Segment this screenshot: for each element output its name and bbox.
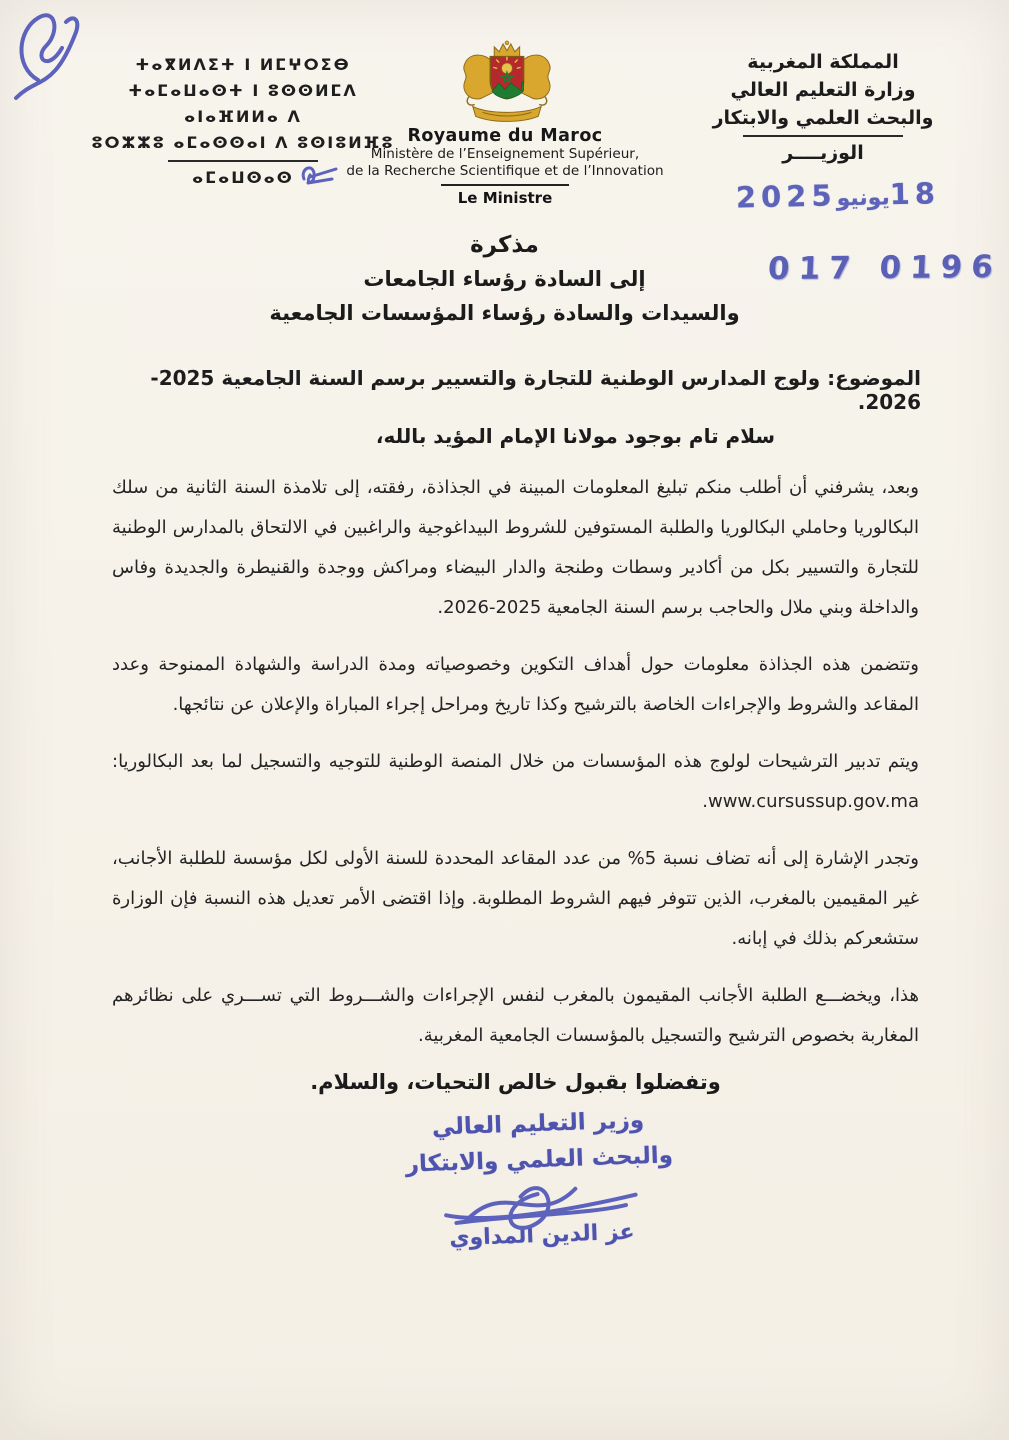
french-ministry-line2: de la Recherche Scientifique et de l’Innovation xyxy=(346,163,664,179)
date-received-stamp xyxy=(735,176,941,215)
closing-salutation: وتفضلوا بقبول خالص التحيات، والسلام. xyxy=(310,1070,721,1094)
paragraph-1: وبعد، يشرفني أن أطلب منكم تبليغ المعلومات المبينة في الجذاذة، رفقته، إلى تلامذة السنة الثانية من سلك البكالوريا وحاملي البكالوريا والطلبة المستوفين للشروط البيداغوجية والراغبين في الالتحاق بالمدارس الوطنية للتجارة والتسيير بكل من أكادير وسطات وطنجة والدار البيضاء ومراكش ووجدة والقنيطرة والجديدة وفاس والداخلة وبني ملال والحاجب برسم السنة الجامعية 2025-2026. xyxy=(112,477,919,618)
arabic-header xyxy=(683,48,963,167)
french-minister: Le Ministre xyxy=(457,189,553,207)
subject-label: الموضوع: xyxy=(827,366,921,390)
tifinagh-ministry-line2: ⵓⵔⵣⵣⵓ ⴰⵎⴰⵙⵙⴰⵏ ⴷ ⵓⵙⵏⵓⵍⴼⵓ xyxy=(91,133,395,152)
french-separator xyxy=(441,184,569,186)
arabic-ministry-line1: وزارة التعليم العالي xyxy=(730,79,916,101)
tifinagh-minister: ⴰⵎⴰⵡⵙⴰⵙ xyxy=(192,168,294,187)
paragraph-4: وتجدر الإشارة إلى أنه تضاف نسبة 5% من عدد المقاعد المحددة للسنة الأولى لكل مؤسسة للطلبة الأجانب، غير المقيمين بالمغرب، الذين تتوفر فيهم الشروط المطلوبة. وإذا اقتضى الأمر تعديل هذه النسبة فإن الوزارة ستشعركم بذلك في إبانه. xyxy=(112,848,920,949)
stamp-day: 18 xyxy=(889,176,941,212)
french-ministry-line1: Ministère de l’Enseignement Supérieur, xyxy=(370,146,640,162)
memo-body xyxy=(112,468,919,1073)
arabic-minister: الوزيــــر xyxy=(782,142,864,164)
addressee-line1: إلى السادة رؤساء الجامعات xyxy=(363,267,646,291)
paragraph-5: هذا، ويخضـــع الطلبة الأجانب المقيمون بالمغرب لنفس الإجراءات والشـــروط التي تســـري على نظائرهم المغاربة بخصوص الترشيح والتسجيل بالمؤسسات الجامعية المغربية. xyxy=(112,985,919,1046)
morocco-coat-of-arms-icon xyxy=(438,40,572,128)
stamp-month: يونيو xyxy=(836,185,890,212)
tifinagh-ministry-line1: ⵜⴰⵎⴰⵡⴰⵙⵜ ⵏ ⵓⵙⵙⵍⵎⴷ ⴰⵏⴰⴼⵍⵍⴰ ⴷ xyxy=(128,81,358,126)
signature-title-line1: وزير التعليم العالي xyxy=(431,1107,645,1141)
arabic-country: المملكة المغربية xyxy=(747,51,899,73)
tifinagh-country: ⵜⴰⴳⵍⴷⵉⵜ ⵏ ⵍⵎⵖⵔⵉⴱ xyxy=(135,55,351,74)
signature-block xyxy=(328,1099,753,1262)
french-country: Royaume du Maroc xyxy=(407,126,603,146)
memo-title-block xyxy=(0,228,1009,330)
arabic-ministry-line2: والبحث العلمي والابتكار xyxy=(712,107,934,129)
reference-number-stamp: 017 0196 xyxy=(767,248,1003,288)
addressee-line2: والسيدات والسادة رؤساء المؤسسات الجامعية xyxy=(269,301,740,325)
greeting-line: سلام تام بوجود مولانا الإمام المؤيد بالله، xyxy=(375,424,776,448)
arabic-separator xyxy=(743,135,903,137)
signature-title-line2: والبحث العلمي والابتكار xyxy=(405,1142,674,1178)
french-header xyxy=(322,126,688,207)
subject-text: ولوج المدارس الوطنية للتجارة والتسيير برسم السنة الجامعية 2025-2026. xyxy=(150,366,921,414)
paragraph-3: ويتم تدبير الترشيحات لولوج هذه المؤسسات من خلال المنصة الوطنية للتوجيه والتسجيل لما بعد البكالوريا: www.cursussup.gov.ma. xyxy=(112,751,919,812)
stamp-year: 2025 xyxy=(735,178,837,215)
paragraph-2: وتتضمن هذه الجذاذة معلومات حول أهداف التكوين وخصوصياته ومدة الدراسة والشهادة الممنوحة وعدد المقاعد والشروط والإجراءات الخاصة بالترشيح وكذا تاريخ ومراحل إجراء المباراة والإعلان عن نتائجها. xyxy=(112,654,919,715)
minister-name: عز الدين المداوي xyxy=(448,1219,635,1252)
memo-word: مذكرة xyxy=(470,232,539,258)
subject-line xyxy=(112,366,921,414)
